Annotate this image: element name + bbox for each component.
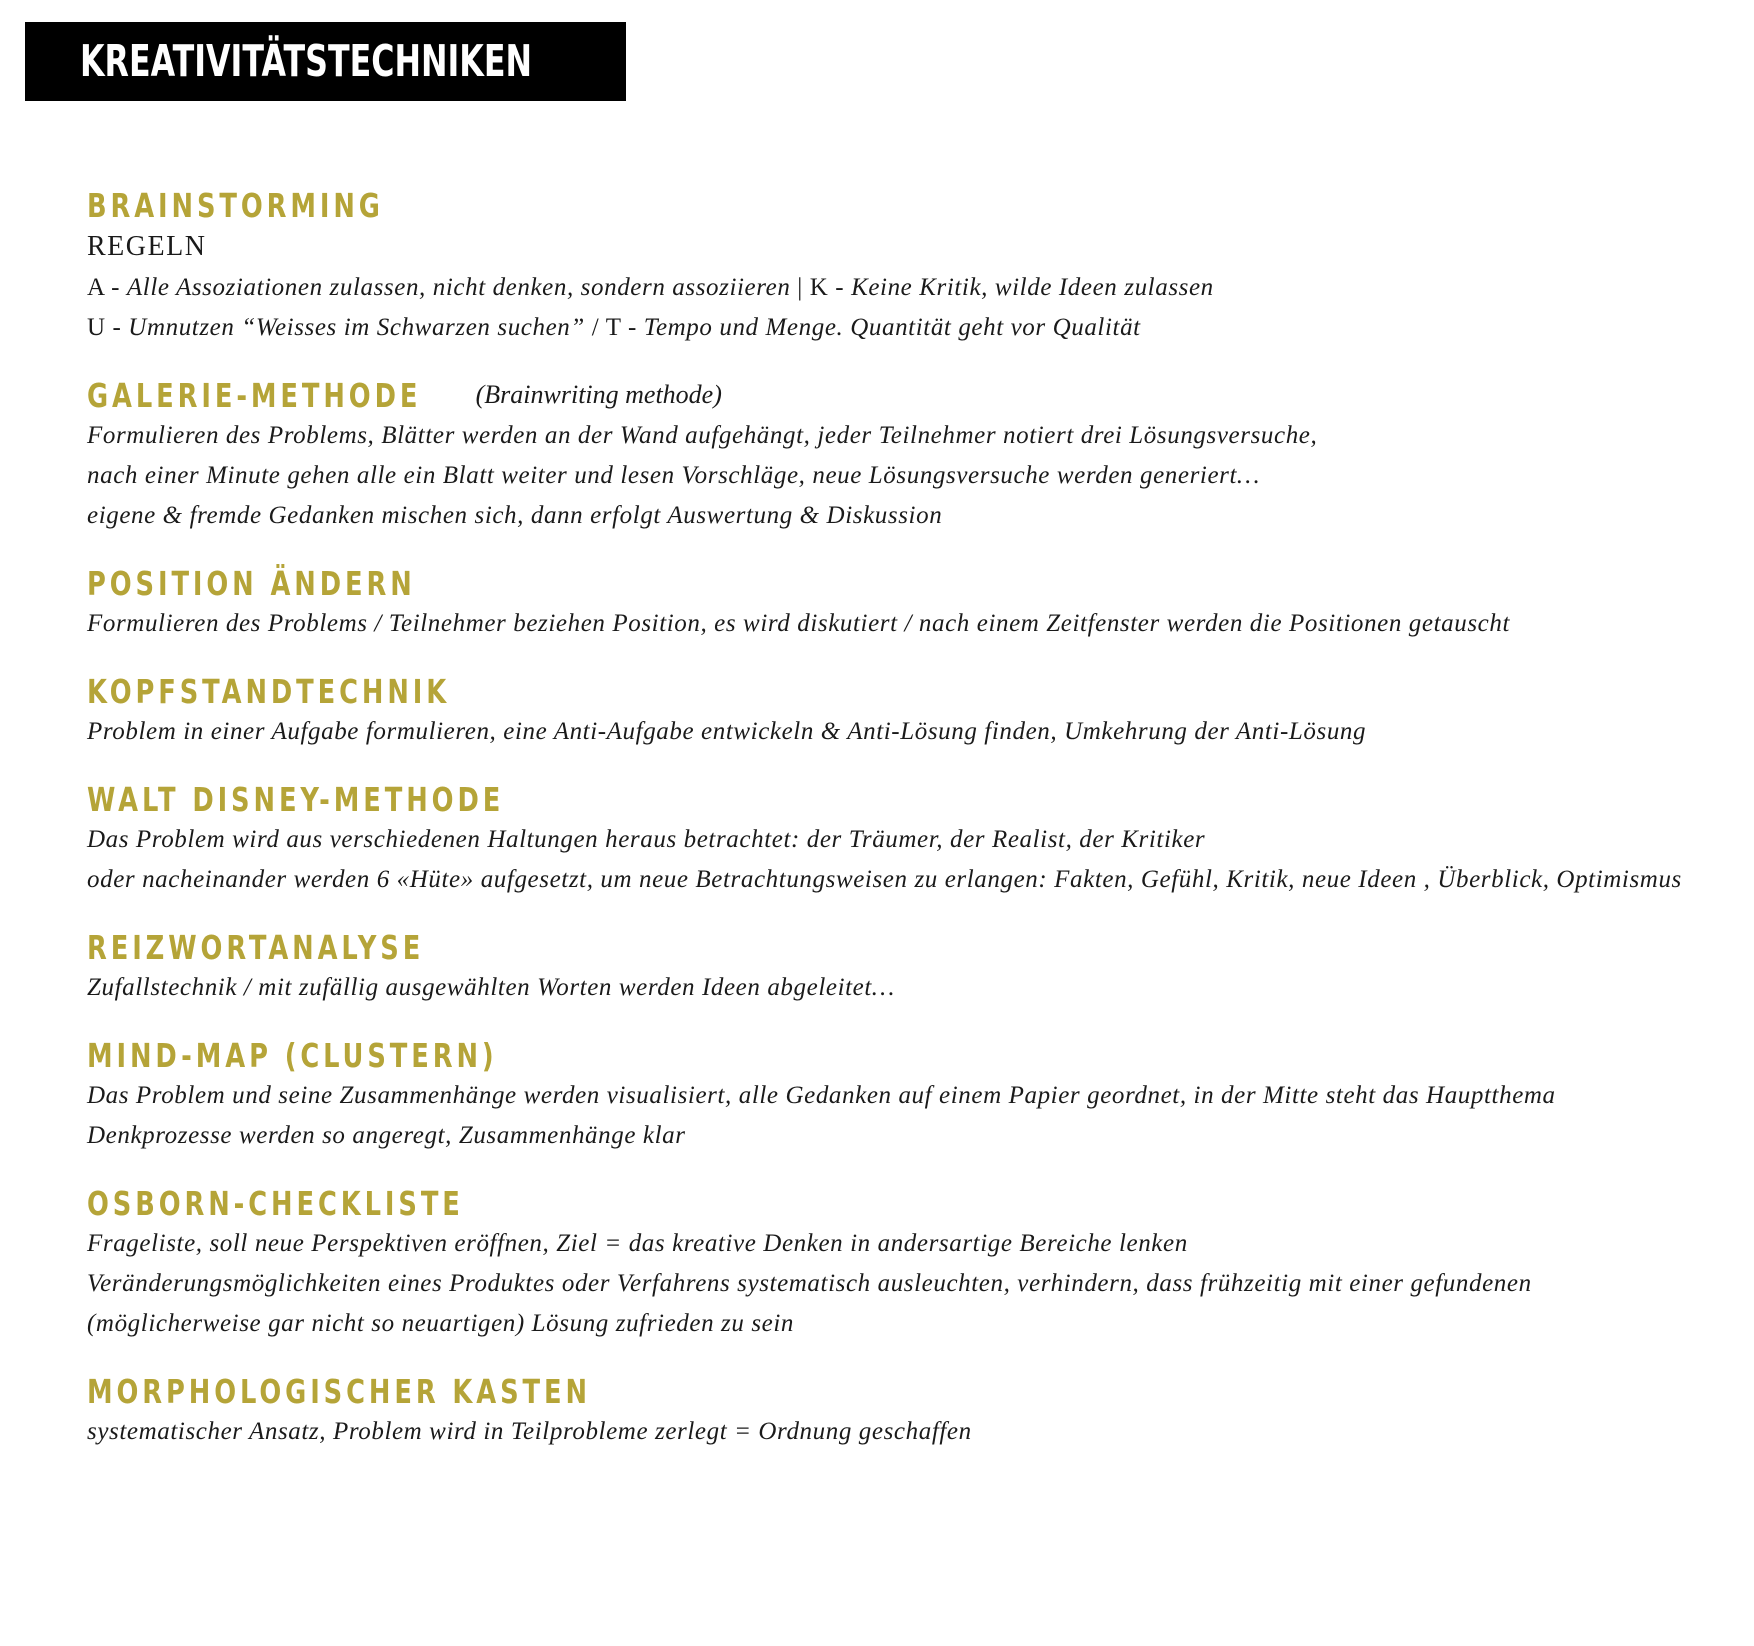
title-banner bbox=[25, 22, 626, 101]
section-reizwort bbox=[87, 926, 1727, 1008]
section-disney bbox=[87, 778, 1727, 900]
text-line: Formulieren des Problems, Blätter werden an der Wand aufgehängt, jeder Teilnehmer notiert drei Lösungsversuche, bbox=[87, 422, 1318, 449]
section-morph bbox=[87, 1370, 1727, 1452]
text-line: Das Problem wird aus verschiedenen Haltungen heraus betrachtet: der Träumer, der Realist, der Kritiker bbox=[87, 826, 1206, 853]
text-line: eigene & fremde Gedanken mischen sich, dann erfolgt Auswertung & Diskussion bbox=[87, 502, 943, 529]
section-kopfstand bbox=[87, 670, 1727, 752]
text-line: Frageliste, soll neue Perspektiven eröffnen, Ziel = das kreative Denken in andersartige Bereiche lenken bbox=[87, 1230, 1188, 1257]
heading-note: (Brainwriting methode) bbox=[475, 380, 722, 409]
section-galerie bbox=[87, 374, 1727, 536]
text-line: Problem in einer Aufgabe formulieren, eine Anti-Aufgabe entwickeln & Anti-Lösung finden, Umkehrung der Anti-Lösung bbox=[87, 718, 1367, 745]
section-position bbox=[87, 562, 1727, 644]
rule-text: Tempo und Menge. Quantität geht vor Qualität bbox=[643, 314, 1141, 341]
heading-osborn: OSBORN-CHECKLISTE bbox=[87, 1183, 464, 1223]
text-line: systematischer Ansatz, Problem wird in Teilprobleme zerlegt = Ordnung geschaffen bbox=[87, 1418, 972, 1445]
section-osborn bbox=[87, 1182, 1727, 1344]
section-mindmap bbox=[87, 1034, 1727, 1156]
text-line: oder nacheinander werden 6 «Hüte» aufgesetzt, um neue Betrachtungsweisen zu erlangen: Fakten, Gefühl, Kritik, neue Ideen , Überblick, Optimismus bbox=[87, 866, 1682, 893]
heading-disney: WALT DISNEY-METHODE bbox=[87, 779, 505, 819]
rule-letter: K bbox=[809, 274, 829, 301]
heading-morph: MORPHOLOGISCHER KASTEN bbox=[87, 1371, 591, 1411]
rule-text: Keine Kritik, wilde Ideen zulassen bbox=[851, 274, 1214, 301]
content bbox=[87, 184, 1727, 1478]
heading-position: POSITION ÄNDERN bbox=[87, 563, 416, 603]
text-line: nach einer Minute gehen alle ein Blatt weiter und lesen Vorschläge, neue Lösungsversuche werden generiert… bbox=[87, 462, 1260, 489]
rules-line-1: A - Alle Assoziationen zulassen, nicht denken, sondern assoziieren | K - Keine Kritik, wilde Ideen zulassen bbox=[87, 274, 1214, 301]
rule-letter: A bbox=[87, 274, 105, 301]
section-brainstorming bbox=[87, 184, 1727, 348]
subheading-regeln: REGELN bbox=[87, 231, 207, 262]
rules-line-2: U - Umnutzen “Weisses im Schwarzen suchen” / T - Tempo und Menge. Quantität geht vor Qualität bbox=[87, 314, 1141, 341]
heading-kopfstand: KOPFSTANDTECHNIK bbox=[87, 671, 451, 711]
rule-letter: T bbox=[605, 314, 622, 341]
text-line: Zufallstechnik / mit zufällig ausgewählten Worten werden Ideen abgeleitet… bbox=[87, 974, 895, 1001]
rule-text: Alle Assoziationen zulassen, nicht denken, sondern assoziieren bbox=[126, 274, 791, 301]
heading-galerie: GALERIE-METHODE bbox=[87, 375, 422, 415]
page-title: KREATIVITÄTSTECHNIKEN bbox=[80, 36, 533, 87]
text-line: Formulieren des Problems / Teilnehmer beziehen Position, es wird diskutiert / nach einem Zeitfenster werden die Positionen getauscht bbox=[87, 610, 1510, 637]
heading-brainstorming: BRAINSTORMING bbox=[87, 185, 384, 225]
rule-letter: U bbox=[87, 314, 106, 341]
heading-reizwort: REIZWORTANALYSE bbox=[87, 927, 425, 967]
text-line: Veränderungsmöglichkeiten eines Produktes oder Verfahrens systematisch ausleuchten, verhindern, dass frühzeitig mit einer gefundenen (möglicherweise gar nicht so neuartigen) Lösung zufrieden zu sein bbox=[87, 1270, 1532, 1337]
heading-mindmap: MIND-MAP (CLUSTERN) bbox=[87, 1035, 498, 1075]
rule-text: Umnutzen “Weisses im Schwarzen suchen” bbox=[128, 314, 585, 341]
text-line: Denkprozesse werden so angeregt, Zusammenhänge klar bbox=[87, 1122, 686, 1149]
text-line: Das Problem und seine Zusammenhänge werden visualisiert, alle Gedanken auf einem Papier geordnet, in der Mitte steht das Hauptthema bbox=[87, 1082, 1556, 1109]
